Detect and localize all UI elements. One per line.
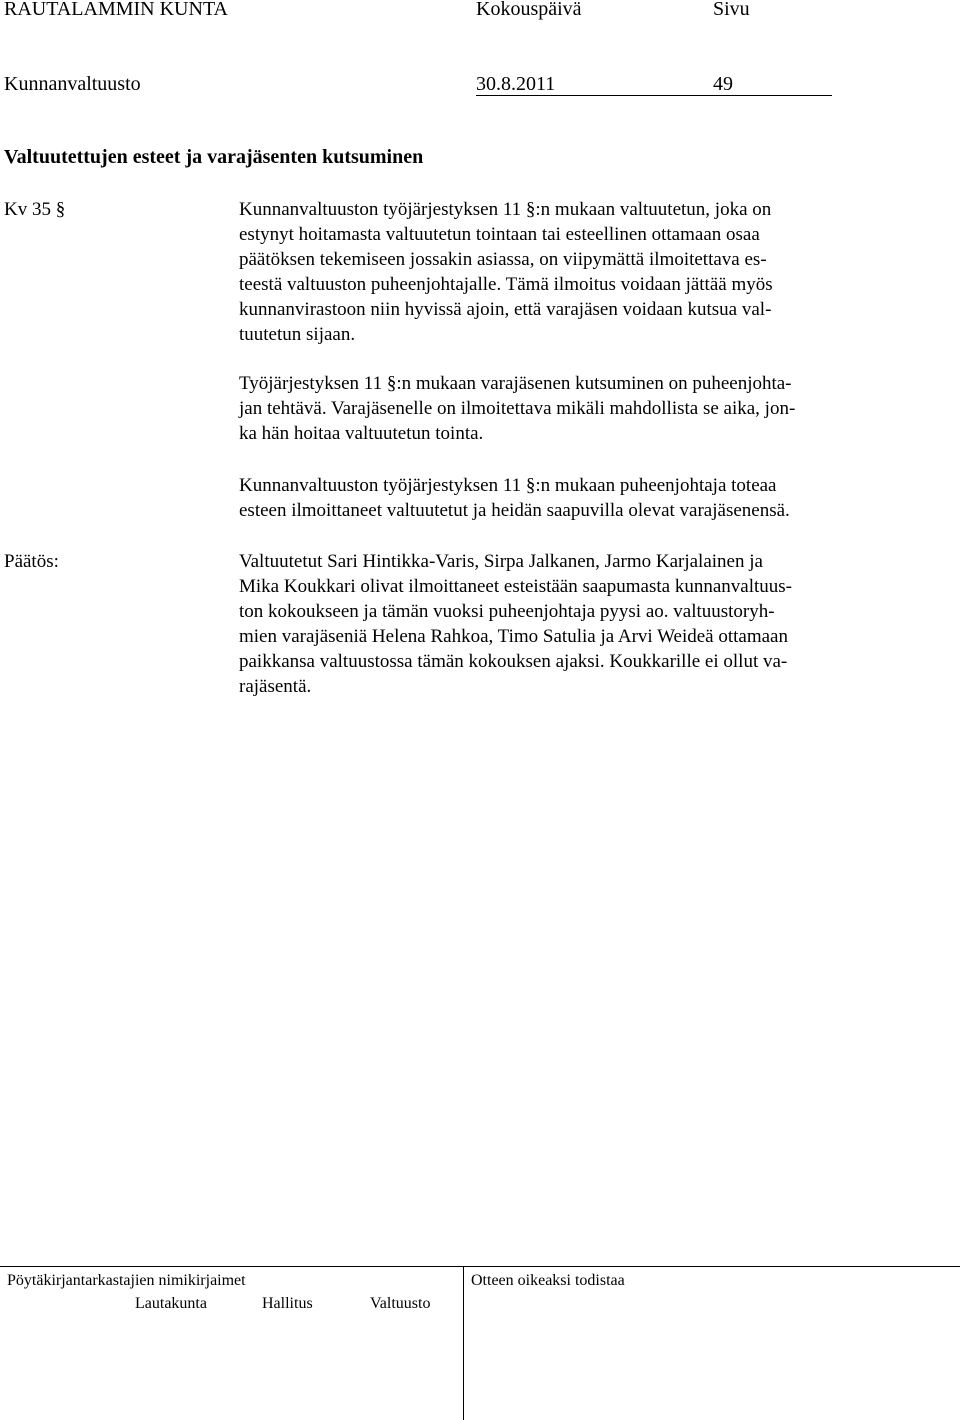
- text-line: Kunnanvaltuuston työjärjestyksen 11 §:n mukaan valtuutetun, joka on: [239, 199, 772, 220]
- footer-col-council: Valtuusto: [370, 1295, 431, 1312]
- text-line: esteen ilmoittaneet valtuutetut ja heidän saapuvilla olevat varajäsenensä.: [239, 500, 790, 521]
- footer-col-board: Lautakunta: [135, 1295, 207, 1312]
- footer-divider: [463, 1266, 464, 1420]
- text-line: ton kokoukseen ja tämän vuoksi puheenjohtaja pyysi ao. valtuustoryh-: [239, 601, 775, 622]
- text-line: Työjärjestyksen 11 §:n mukaan varajäsenen kutsuminen on puheenjohta-: [239, 373, 792, 394]
- text-line: tuutetun sijaan.: [239, 324, 356, 345]
- paragraph-1: [239, 197, 879, 347]
- signatures-label: Pöytäkirjantarkastajien nimikirjaimet: [7, 1272, 246, 1289]
- decision-text: [239, 549, 879, 699]
- footer-top-border: [0, 1266, 960, 1267]
- text-line: kunnanvirastoon niin hyvissä ajoin, että varajäsen voidaan kutsua val-: [239, 299, 772, 320]
- org-name: RAUTALAMMIN KUNTA: [4, 0, 229, 20]
- meeting-date-label: Kokouspäivä: [476, 0, 582, 20]
- text-line: Mika Koukkari olivat ilmoittaneet esteistään saapumasta kunnanvaltuus-: [239, 576, 792, 597]
- text-line: ka hän hoitaa valtuutetun tointa.: [239, 423, 484, 444]
- text-line: jan tehtävä. Varajäsenelle on ilmoitettava mikäli mahdollista se aika, jon-: [239, 398, 796, 419]
- header-underline: [476, 95, 832, 96]
- text-line: teestä valtuuston puheenjohtajalle. Tämä ilmoitus voidaan jättää myös: [239, 274, 773, 295]
- text-line: rajäsentä.: [239, 676, 312, 697]
- page-number: 49: [713, 73, 733, 95]
- decision-label: Päätös:: [4, 551, 59, 572]
- body-name: Kunnanvaltuusto: [4, 73, 141, 95]
- document-title: Valtuutettujen esteet ja varajäsenten kutsuminen: [4, 146, 424, 168]
- text-line: estynyt hoitamasta valtuutetun tointaan tai esteellinen ottamaan osaa: [239, 224, 760, 245]
- paragraph-2: [239, 371, 879, 446]
- text-line: Valtuutetut Sari Hintikka-Varis, Sirpa Jalkanen, Jarmo Karjalainen ja: [239, 551, 763, 572]
- footer: [0, 1266, 960, 1420]
- page-label: Sivu: [713, 0, 750, 20]
- text-line: mien varajäseniä Helena Rahkoa, Timo Satulia ja Arvi Weideä ottamaan: [239, 626, 788, 647]
- text-line: paikkansa valtuustossa tämän kokouksen ajaksi. Koukkarille ei ollut va-: [239, 651, 788, 672]
- section-id: Kv 35 §: [4, 199, 66, 220]
- certified-label: Otteen oikeaksi todistaa: [471, 1272, 625, 1289]
- meeting-date: 30.8.2011: [476, 73, 556, 95]
- text-line: päätöksen tekemiseen jossakin asiassa, on viipymättä ilmoitettava es-: [239, 249, 767, 270]
- paragraph-3: [239, 473, 879, 523]
- text-line: Kunnanvaltuuston työjärjestyksen 11 §:n mukaan puheenjohtaja toteaa: [239, 475, 777, 496]
- footer-col-government: Hallitus: [262, 1295, 313, 1312]
